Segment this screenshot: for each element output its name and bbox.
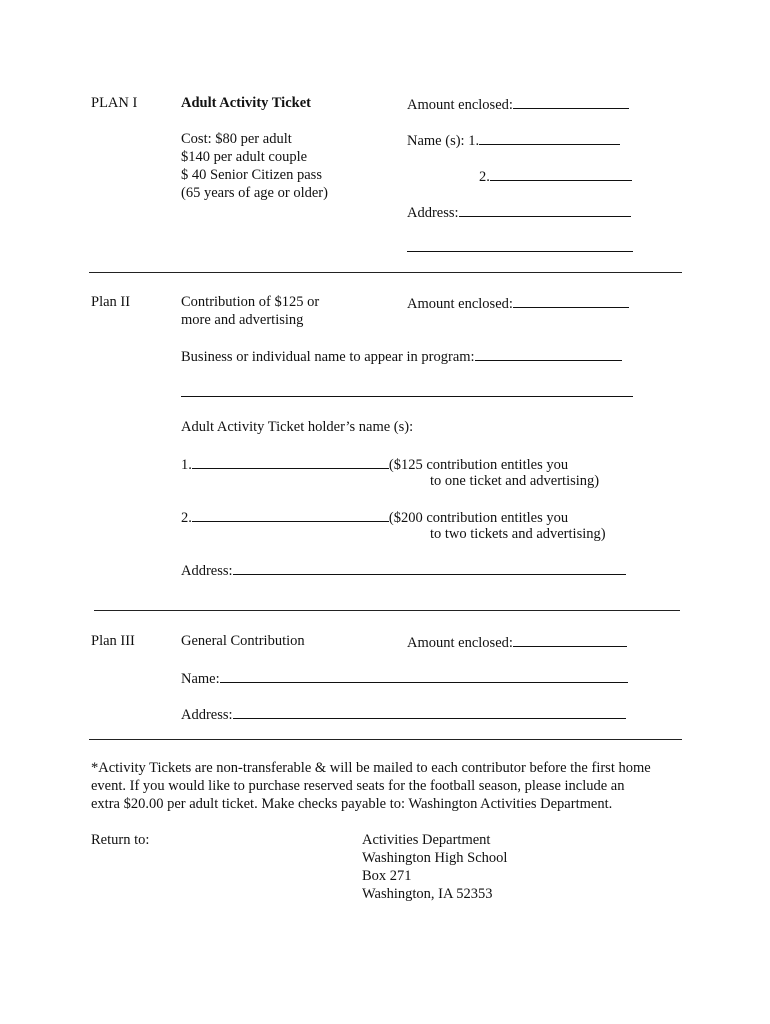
plan2-holder1-note: ($125 contribution entitles you [388,457,569,473]
plan2-address-label: Address: [181,563,233,579]
plan3-name-field[interactable] [220,668,628,683]
plan1-name2-row [479,166,632,186]
plan2-business-label: Business or individual name to appear in program: [181,349,475,365]
plan1-names-label: Name (s): 1. [407,133,480,149]
plan1-amount-label: Amount enclosed: [407,97,513,113]
plan3-amount-label: Amount enclosed: [407,635,513,651]
plan3-name-row [181,668,628,688]
plan2-holder2-num: 2. [181,510,192,526]
plan2-holder1-field[interactable] [192,454,389,469]
plan2-business-row [181,346,622,366]
plan3-address-row [181,704,626,724]
plan1-name1-field[interactable] [479,130,620,145]
plan1-amount-field[interactable] [513,94,629,109]
plan1-name2-field[interactable] [490,166,632,181]
plan3-desc: General Contribution [181,633,305,649]
plan2-holder1-note-cont: to one ticket and advertising) [430,473,600,489]
plan1-name1-row [407,130,620,150]
plan1-cost-line: Cost: $80 per adult [181,131,292,147]
plan2-amount-label: Amount enclosed: [407,296,513,312]
section-divider [89,739,682,740]
plan3-address-field[interactable] [233,704,626,719]
plan2-holder2-row [181,507,568,527]
plan1-amount-row [407,94,629,114]
plan1-cost-line: $ 40 Senior Citizen pass [181,167,322,183]
plan1-title: Adult Activity Ticket [181,95,311,111]
plan2-holder2-field[interactable] [192,507,389,522]
plan2-label: Plan II [91,294,131,310]
plan3-address-label: Address: [181,707,233,723]
plan1-cost-line: $140 per adult couple [181,149,308,165]
return-address-line: Box 271 [362,868,412,884]
return-address-line: Washington High School [362,850,508,866]
plan2-holders-label: Adult Activity Ticket holder’s name (s): [181,419,414,435]
plan3-amount-row [407,632,627,652]
footnote-line: event. If you would like to purchase reserved seats for the football season, please include an [91,778,625,794]
plan1-address-label: Address: [407,205,459,221]
plan2-holder2-note: ($200 contribution entitles you [388,510,569,526]
plan2-amount-field[interactable] [513,293,629,308]
plan1-address-row [407,202,631,222]
plan2-business-line2-field[interactable] [181,396,633,397]
plan2-holder1-row [181,454,568,474]
plan1-name2-label: 2. [479,169,490,185]
plan2-address-row [181,560,626,580]
plan2-desc-line: Contribution of $125 or [181,294,320,310]
plan1-cost-line: (65 years of age or older) [181,185,328,201]
plan1-address-line2-field[interactable] [407,251,633,252]
plan3-label: Plan III [91,633,135,649]
plan2-desc-line: more and advertising [181,312,304,328]
plan2-amount-row [407,293,629,313]
plan2-address-field[interactable] [233,560,626,575]
plan1-address-field[interactable] [459,202,631,217]
plan2-holder1-num: 1. [181,457,192,473]
footnote-line: extra $20.00 per adult ticket. Make checks payable to: Washington Activities Department. [91,796,613,812]
section-divider [89,272,682,273]
plan2-holder2-note-cont: to two tickets and advertising) [430,526,606,542]
section-divider [94,610,680,611]
footnote-line: *Activity Tickets are non-transferable & will be mailed to each contributor before the first home [91,760,651,776]
plan3-name-label: Name: [181,671,220,687]
return-address-line: Activities Department [362,832,491,848]
plan3-amount-field[interactable] [513,632,627,647]
plan1-label: PLAN I [91,95,138,111]
plan2-business-field[interactable] [475,346,622,361]
return-to-label: Return to: [91,832,150,848]
return-address-line: Washington, IA 52353 [362,886,493,902]
